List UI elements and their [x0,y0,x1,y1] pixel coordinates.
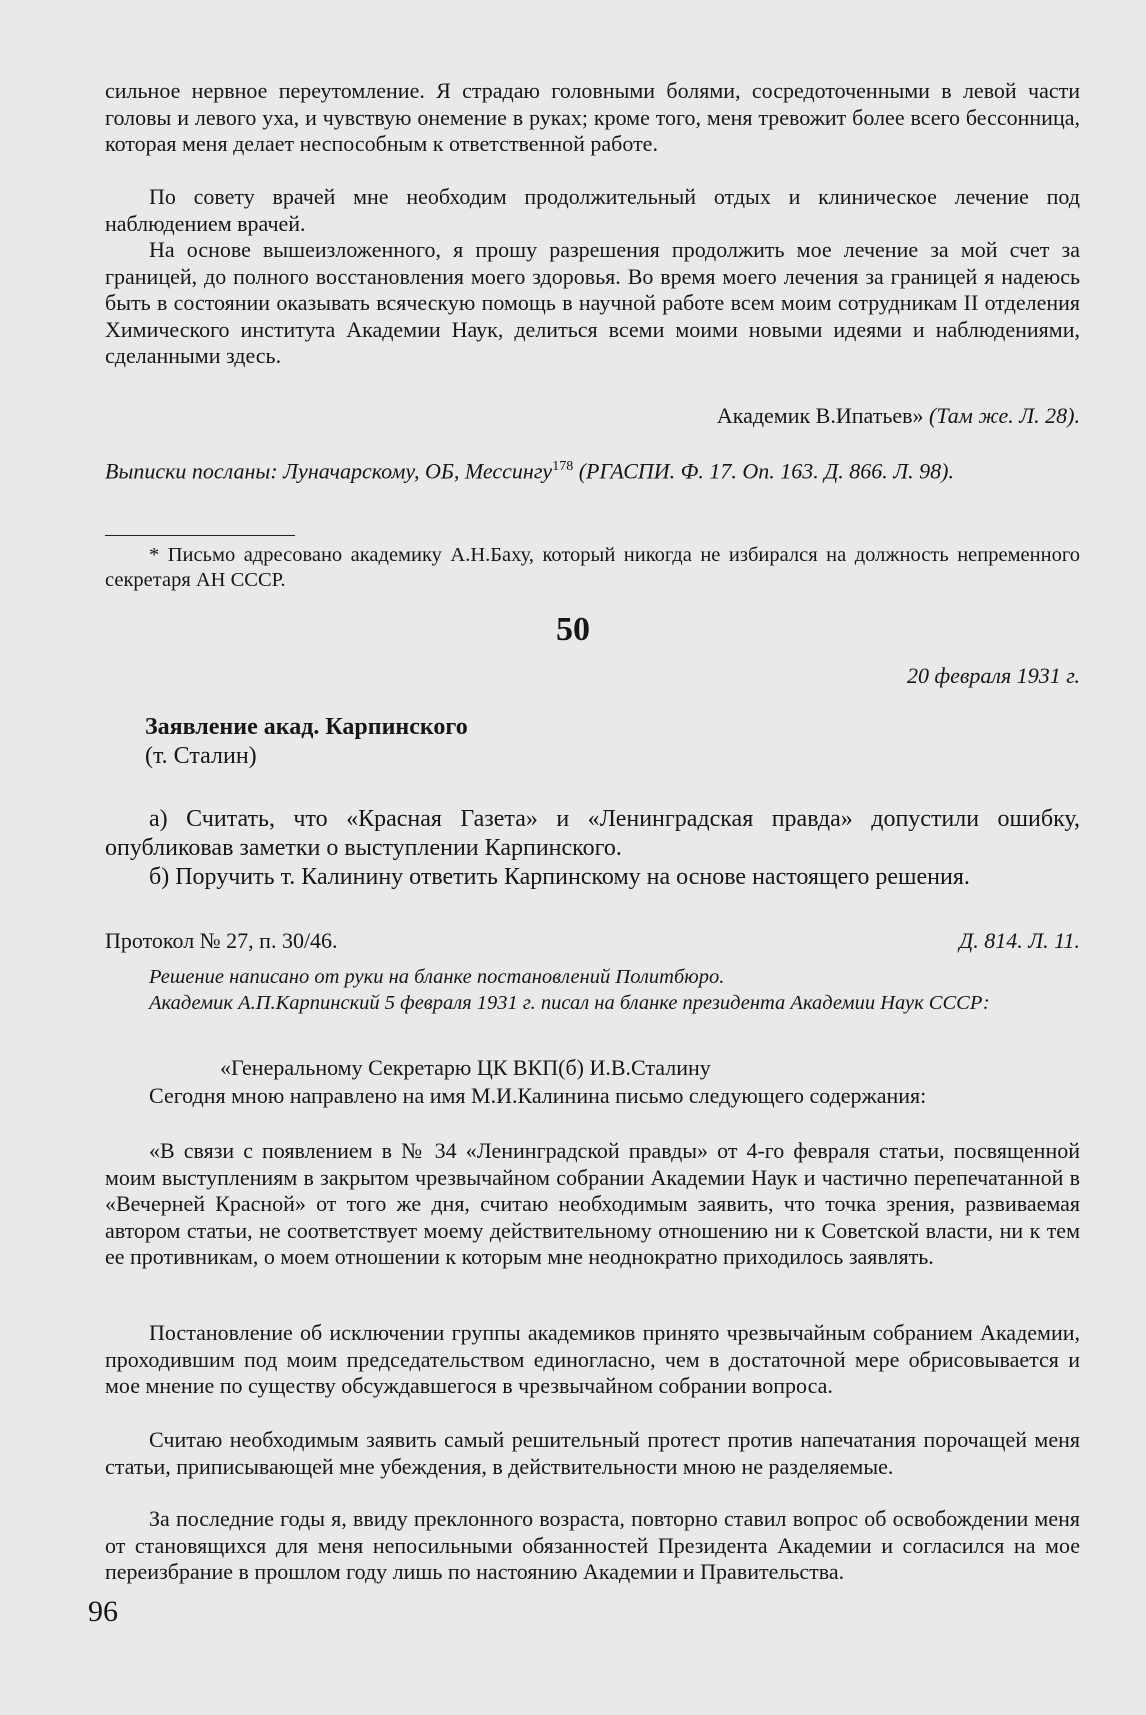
editorial-note-2: Академик А.П.Карпинский 5 февраля 1931 г. писал на бланке президента Академии Наук СССР: [149,992,990,1014]
decision-a: а) Считать, что «Красная Газета» и «Ленинградская правда» допустили ошибку, опубликовав заметки о выступлении Карпинского. [105,806,1080,861]
signature-line [105,403,1080,430]
letter-paragraph-1: Сегодня мною направлено на имя М.И.Калинина письмо следующего содержания: [149,1083,927,1108]
letter-paragraph-2: «В связи с появлением в № 34 «Ленинградской правды» от 4-го февраля статьи, посвященной моим выступлениям в закрытом чрезвычайном собрании Академии Наук и частично перепечатанной в «Вечерней Красной» от того же дня, считаю необходимым заявить, что точка зрения, развиваемая автором статьи, не соответствует моему действительному отношению ни к Советской власти, ни к тем ее противникам, о моем отношении к которым мне неоднократно приходилось заявлять. [105,1138,1080,1269]
paragraph-request: На основе вышеизложенного, я прошу разрешения продолжить мое лечение за мой счет за границей, до полного восстановления моего здоровья. Во время моего лечения за границей я надеюсь быть в состоянии оказывать всяческую помощь в научной работе всем моим сотрудникам II отделения Химического института Академии Наук, делиться всеми моими новыми идеями и наблюдениями, сделанными здесь. [105,237,1080,368]
extracts-note [105,454,1080,485]
paragraph-health: сильное нервное переутомление. Я страдаю головными болями, сосредоточенными в левой части головы и левого уха, и чувствую онемение в руках; кроме того, меня тревожит более всего бессонница, которая меня делает неспособным к ответственной работе. [105,78,1080,156]
letter-paragraph-3: Постановление об исключении группы академиков принято чрезвычайным собранием Академии, проходившим под моим председательством единогласно, чем в достаточной мере обрисовывается и мое мнение по существу обсуждавшегося в чрезвычайном собрании вопроса. [105,1320,1080,1398]
paragraph-doctors-advice: По совету врачей мне необходим продолжительный отдых и клиническое лечение под наблюдением врачей. [105,184,1080,236]
decision-b: б) Поручить т. Калинину ответить Карпинскому на основе настоящего решения. [149,864,970,890]
editorial-note-1: Решение написано от руки на бланке постановлений Политбюро. [149,966,725,988]
extracts-reference: (РГАСПИ. Ф. 17. Оп. 163. Д. 866. Л. 98). [578,458,954,484]
protocol-line [105,928,1080,955]
letter-addressee: «Генеральному Секретарю ЦК ВКП(б) И.В.Сталину [220,1055,711,1080]
document-title: Заявление акад. Карпинского [145,714,468,740]
extracts-text: Выписки посланы: Луначарскому, ОБ, Месcингу [105,458,553,484]
letter-paragraph-4: Считаю необходимым заявить самый решительный протест против напечатания порочащей меня статьи, приписывающей мне убеждения, в действительности мною не разделяемые. [105,1427,1080,1479]
document-author: (т. Сталин) [145,743,257,769]
document-date: 20 февраля 1931 г. [906,663,1080,688]
archive-reference: Д. 814. Л. 11. [959,928,1080,953]
letter-paragraph-5: За последние годы я, ввиду преклонного возраста, повторно ставил вопрос об освобождении меня от становящихся для меня непосильными обязанностей Президента Академии и согласился на мое переизбрание в прошлом году лишь по настоянию Академии и Правительства. [105,1506,1080,1584]
document-number: 50 [556,611,590,648]
signature-name: Академик В.Ипатьев» [716,403,924,428]
footnote: * Письмо адресовано академику А.Н.Баху, который никогда не избирался на должность непременного секретаря АН СССР. [105,544,1080,591]
footnote-marker: 178 [552,459,574,474]
page-number: 96 [88,1595,118,1628]
protocol-number: Протокол № 27, п. 30/46. [105,928,338,953]
signature-reference: (Там же. Л. 28). [929,403,1080,428]
footnote-divider [105,535,295,536]
